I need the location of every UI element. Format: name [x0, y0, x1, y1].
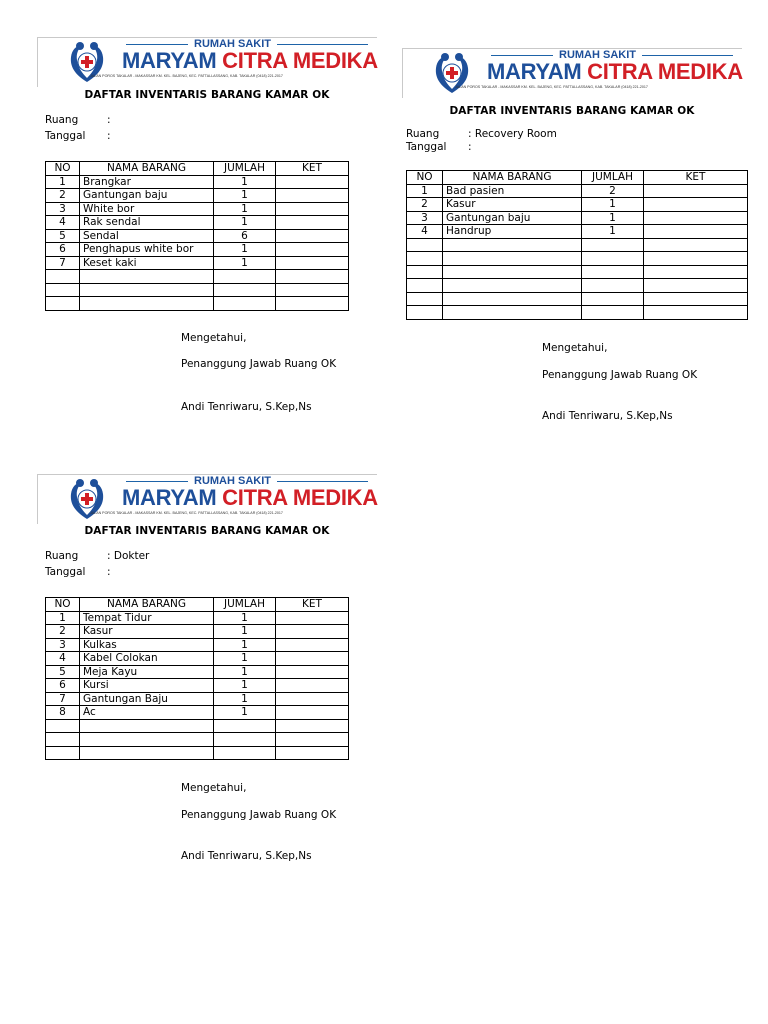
cell-nama: Kursi: [80, 679, 214, 693]
table-row: [46, 229, 349, 243]
column-header: KET: [644, 171, 748, 185]
tanggal-label: Tanggal: [45, 566, 86, 578]
inventory-sheet-3: [37, 474, 377, 874]
column-header: NAMA BARANG: [80, 162, 214, 176]
cell-no: [46, 719, 80, 733]
cell-no: 1: [46, 175, 80, 189]
cell-jumlah: 1: [214, 706, 276, 720]
cell-ket: [644, 306, 748, 320]
cell-jumlah: 1: [214, 679, 276, 693]
cell-ket: [276, 746, 349, 760]
cell-nama: [443, 252, 582, 266]
cell-nama: Kabel Colokan: [80, 652, 214, 666]
hospital-address: JALAN POROS TAKALAR - MAKASSAR KM. KEL. BAJENG, KEC. PATTALLASSANG, KAB. TAKALAR (0418) 221-2017: [90, 511, 283, 515]
hospital-header: [37, 474, 377, 524]
inventory-table: [406, 170, 748, 320]
table-row: [46, 243, 349, 257]
hospital-address: JALAN POROS TAKALAR - MAKASSAR KM. KEL. BAJENG, KEC. PATTALLASSANG, KAB. TAKALAR (0418) 221-2017: [90, 74, 283, 78]
column-header: NO: [46, 162, 80, 176]
table-row: [46, 297, 349, 311]
cell-no: 2: [46, 189, 80, 203]
table-row: [46, 270, 349, 284]
cell-ket: [276, 638, 349, 652]
cell-ket: [276, 175, 349, 189]
cell-no: 8: [46, 706, 80, 720]
table-row: [407, 292, 748, 306]
cell-ket: [276, 692, 349, 706]
tanggal-line: [45, 566, 111, 578]
ruang-line: [406, 128, 557, 140]
column-header: NAMA BARANG: [443, 171, 582, 185]
table-row: [46, 679, 349, 693]
column-header: JUMLAH: [582, 171, 644, 185]
cell-nama: [80, 746, 214, 760]
ruang-line: [45, 114, 111, 126]
hospital-header: [37, 37, 377, 87]
table-row: [407, 184, 748, 198]
inventory-sheet-1: [37, 37, 377, 417]
cell-ket: [276, 719, 349, 733]
cell-nama: [80, 297, 214, 311]
cell-jumlah: [582, 265, 644, 279]
cell-ket: [644, 225, 748, 239]
cell-no: [46, 733, 80, 747]
cell-no: 5: [46, 229, 80, 243]
cell-no: 2: [46, 625, 80, 639]
table-row: [46, 175, 349, 189]
cell-no: 2: [407, 198, 443, 212]
cell-nama: [443, 265, 582, 279]
cell-nama: Gantungan baju: [443, 211, 582, 225]
sheet-title: DAFTAR INVENTARIS BARANG KAMAR OK: [84, 89, 330, 101]
cell-nama: Keset kaki: [80, 256, 214, 270]
column-header: KET: [276, 598, 349, 612]
penanggung-jawab-text: Penanggung Jawab Ruang OK: [181, 809, 337, 821]
column-header: NAMA BARANG: [80, 598, 214, 612]
penanggung-jawab-text: Penanggung Jawab Ruang OK: [181, 358, 337, 370]
cell-nama: Bad pasien: [443, 184, 582, 198]
tanggal-line: [406, 141, 472, 153]
cell-jumlah: 1: [214, 175, 276, 189]
table-header-row: [407, 171, 748, 185]
rumah-sakit-label: RUMAH SAKIT: [553, 49, 642, 61]
cell-ket: [276, 216, 349, 230]
table-header-row: [46, 162, 349, 176]
inventory-table: [45, 161, 349, 311]
column-header: JUMLAH: [214, 162, 276, 176]
hospital-brand: [122, 485, 378, 511]
brand-citra-medika: CITRA MEDIKA: [587, 59, 743, 84]
cell-no: [407, 252, 443, 266]
cell-jumlah: [214, 297, 276, 311]
mengetahui-text: Mengetahui,: [181, 782, 247, 794]
brand-maryam: MARYAM: [122, 48, 217, 73]
table-row: [407, 279, 748, 293]
cell-jumlah: [582, 252, 644, 266]
signatory-name: Andi Tenriwaru, S.Kep,Ns: [181, 401, 312, 413]
cell-nama: Ac: [80, 706, 214, 720]
cell-ket: [276, 297, 349, 311]
cell-ket: [644, 184, 748, 198]
cell-ket: [276, 665, 349, 679]
cell-nama: [80, 283, 214, 297]
column-header: JUMLAH: [214, 598, 276, 612]
cell-jumlah: [214, 270, 276, 284]
cell-no: 4: [46, 652, 80, 666]
cell-nama: Sendal: [80, 229, 214, 243]
column-header: KET: [276, 162, 349, 176]
mengetahui-text: Mengetahui,: [181, 332, 247, 344]
cell-ket: [276, 652, 349, 666]
table-row: [46, 216, 349, 230]
cell-no: [46, 283, 80, 297]
cell-jumlah: 6: [214, 229, 276, 243]
cell-nama: [443, 279, 582, 293]
table-row: [407, 252, 748, 266]
cell-no: [46, 270, 80, 284]
cell-nama: Kasur: [80, 625, 214, 639]
cell-ket: [644, 238, 748, 252]
cell-no: [407, 306, 443, 320]
cell-ket: [644, 279, 748, 293]
cell-ket: [644, 211, 748, 225]
cell-jumlah: 1: [214, 189, 276, 203]
tanggal-value: :: [107, 130, 111, 142]
cell-ket: [644, 252, 748, 266]
signatory-name: Andi Tenriwaru, S.Kep,Ns: [181, 850, 312, 862]
table-row: [46, 202, 349, 216]
cell-no: 5: [46, 665, 80, 679]
cell-no: [407, 238, 443, 252]
table-row: [407, 306, 748, 320]
ruang-label: Ruang: [45, 550, 79, 562]
cell-ket: [276, 270, 349, 284]
cell-jumlah: [582, 279, 644, 293]
cell-nama: Meja Kayu: [80, 665, 214, 679]
cell-ket: [276, 256, 349, 270]
cell-ket: [276, 229, 349, 243]
table-header-row: [46, 598, 349, 612]
cell-jumlah: [582, 238, 644, 252]
column-header: NO: [407, 171, 443, 185]
cell-no: 3: [407, 211, 443, 225]
table-row: [407, 198, 748, 212]
cell-ket: [644, 292, 748, 306]
ruang-value: : Dokter: [107, 550, 150, 562]
cell-jumlah: 1: [582, 198, 644, 212]
table-row: [46, 256, 349, 270]
cell-no: 3: [46, 638, 80, 652]
cell-no: [407, 292, 443, 306]
cell-no: 7: [46, 692, 80, 706]
table-row: [46, 719, 349, 733]
cell-ket: [276, 733, 349, 747]
sheet-title: DAFTAR INVENTARIS BARANG KAMAR OK: [449, 105, 695, 117]
cell-jumlah: 1: [214, 216, 276, 230]
cell-nama: Handrup: [443, 225, 582, 239]
mengetahui-text: Mengetahui,: [542, 342, 608, 354]
cell-jumlah: 2: [582, 184, 644, 198]
signatory-name: Andi Tenriwaru, S.Kep,Ns: [542, 410, 673, 422]
cell-no: 4: [46, 216, 80, 230]
cell-jumlah: 1: [214, 611, 276, 625]
tanggal-line: [45, 130, 111, 142]
cell-nama: [80, 719, 214, 733]
cell-nama: [443, 306, 582, 320]
ruang-label: Ruang: [45, 114, 79, 126]
table-row: [46, 638, 349, 652]
cell-nama: Gantungan baju: [80, 189, 214, 203]
cell-no: 1: [46, 611, 80, 625]
ruang-label: Ruang: [406, 128, 440, 140]
table-row: [407, 211, 748, 225]
cell-ket: [276, 706, 349, 720]
cell-no: [407, 265, 443, 279]
cell-ket: [276, 189, 349, 203]
brand-citra-medika: CITRA MEDIKA: [222, 48, 378, 73]
table-row: [407, 265, 748, 279]
cell-jumlah: [214, 733, 276, 747]
cell-no: 4: [407, 225, 443, 239]
inventory-table: [45, 597, 349, 760]
column-header: NO: [46, 598, 80, 612]
cell-jumlah: 1: [214, 665, 276, 679]
cell-ket: [276, 679, 349, 693]
table-row: [46, 706, 349, 720]
cell-no: 3: [46, 202, 80, 216]
tanggal-value: :: [468, 141, 472, 153]
cell-nama: Brangkar: [80, 175, 214, 189]
cell-jumlah: 1: [214, 256, 276, 270]
cell-ket: [276, 202, 349, 216]
cell-no: [407, 279, 443, 293]
inventory-sheet-2: [402, 48, 742, 428]
cell-no: 1: [407, 184, 443, 198]
brand-maryam: MARYAM: [122, 485, 217, 510]
cell-ket: [276, 283, 349, 297]
cell-no: [46, 746, 80, 760]
cell-no: [46, 297, 80, 311]
table-row: [46, 189, 349, 203]
cell-nama: Tempat Tidur: [80, 611, 214, 625]
sheet-title: DAFTAR INVENTARIS BARANG KAMAR OK: [84, 525, 330, 537]
brand-maryam: MARYAM: [487, 59, 582, 84]
cell-ket: [276, 243, 349, 257]
penanggung-jawab-text: Penanggung Jawab Ruang OK: [542, 369, 698, 381]
table-row: [46, 746, 349, 760]
cell-jumlah: [582, 306, 644, 320]
table-row: [407, 225, 748, 239]
ruang-value: :: [107, 114, 111, 126]
cell-no: 6: [46, 679, 80, 693]
cell-jumlah: [214, 719, 276, 733]
hospital-brand: [487, 59, 743, 85]
table-row: [46, 611, 349, 625]
tanggal-label: Tanggal: [406, 141, 447, 153]
cell-jumlah: 1: [214, 692, 276, 706]
cell-jumlah: 1: [214, 652, 276, 666]
table-row: [46, 692, 349, 706]
cell-jumlah: 1: [582, 225, 644, 239]
rumah-sakit-label: RUMAH SAKIT: [188, 475, 277, 487]
table-row: [46, 733, 349, 747]
tanggal-value: :: [107, 566, 111, 578]
table-row: [46, 625, 349, 639]
cell-jumlah: 1: [214, 202, 276, 216]
table-row: [46, 652, 349, 666]
cell-ket: [276, 625, 349, 639]
cell-ket: [644, 265, 748, 279]
cell-jumlah: 1: [582, 211, 644, 225]
cell-no: 7: [46, 256, 80, 270]
table-row: [46, 665, 349, 679]
tanggal-label: Tanggal: [45, 130, 86, 142]
rumah-sakit-label: RUMAH SAKIT: [188, 38, 277, 50]
cell-nama: [80, 733, 214, 747]
cell-jumlah: [214, 746, 276, 760]
cell-jumlah: 1: [214, 638, 276, 652]
cell-nama: [443, 238, 582, 252]
cell-jumlah: 1: [214, 625, 276, 639]
ruang-line: [45, 550, 149, 562]
brand-citra-medika: CITRA MEDIKA: [222, 485, 378, 510]
table-row: [46, 283, 349, 297]
table-row: [407, 238, 748, 252]
cell-nama: Kulkas: [80, 638, 214, 652]
hospital-address: JALAN POROS TAKALAR - MAKASSAR KM. KEL. BAJENG, KEC. PATTALLASSANG, KAB. TAKALAR (0418) 221-2017: [455, 85, 648, 89]
cell-no: 6: [46, 243, 80, 257]
cell-nama: Gantungan Baju: [80, 692, 214, 706]
cell-nama: Rak sendal: [80, 216, 214, 230]
cell-jumlah: 1: [214, 243, 276, 257]
cell-ket: [644, 198, 748, 212]
cell-nama: [443, 292, 582, 306]
cell-nama: White bor: [80, 202, 214, 216]
cell-ket: [276, 611, 349, 625]
cell-nama: Kasur: [443, 198, 582, 212]
hospital-brand: [122, 48, 378, 74]
cell-jumlah: [582, 292, 644, 306]
cell-nama: [80, 270, 214, 284]
ruang-value: : Recovery Room: [468, 128, 557, 140]
hospital-header: [402, 48, 742, 98]
cell-jumlah: [214, 283, 276, 297]
cell-nama: Penghapus white bor: [80, 243, 214, 257]
